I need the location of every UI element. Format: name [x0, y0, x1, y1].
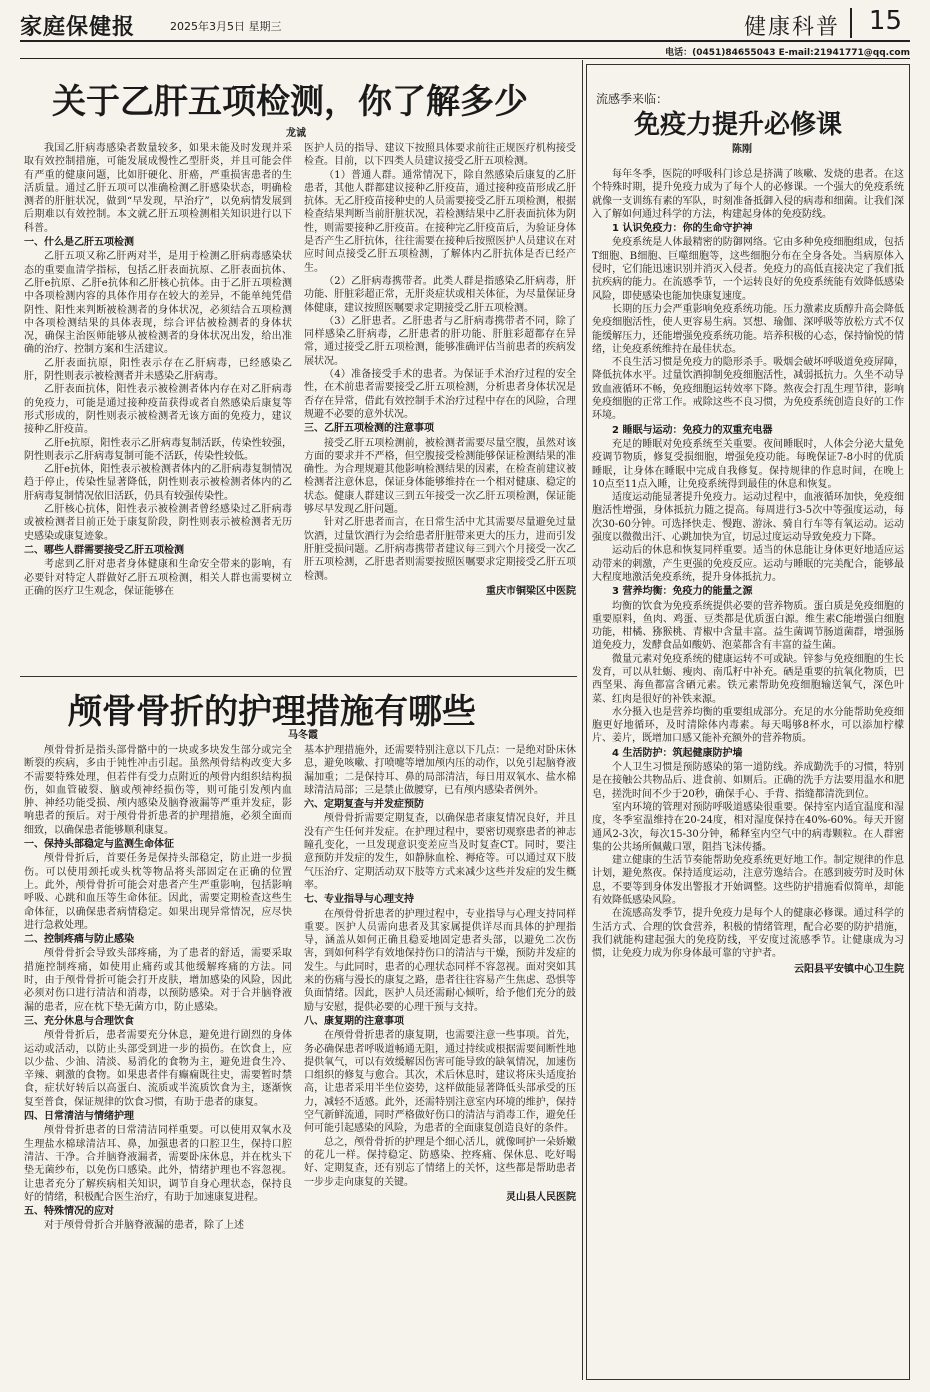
paragraph: 基本护理措施外，还需要特别注意以下几点：一是绝对卧床休息，避免咳嗽、打喷嚏等增加颅内压的动作，以免引起脑脊液漏加重；二是保持耳、鼻的局部清洁，每日用双氧水、盐水棉球清洁局部；三是禁止做腰穿，已有颅内感染者例外。: [304, 745, 576, 796]
section-heading: 七、专业指导与心理支持: [304, 894, 414, 906]
paragraph: 乙肝表面抗原，阳性表示存在乙肝病毒，已经感染乙肝，阴性则表示被检测者并未感染乙肝病毒。: [24, 357, 292, 383]
paragraph: 均衡的饮食为免疫系统提供必要的营养物质。蛋白质是免疫细胞的重要原料，鱼肉、鸡蛋、豆类都是优质蛋白源。维生素C能增强白细胞功能，柑橘、猕猴桃、青椒中含量丰富。益生菌调节肠道菌群，增强肠道免疫力，发酵食品如酸奶、泡菜都含有丰富的益生菌。: [592, 600, 904, 652]
section-heading: 1 认识免疫力：你的生命守护神: [612, 223, 753, 235]
article-divider: [20, 676, 577, 677]
author-organization: 重庆市铜梁区中医院: [486, 585, 576, 597]
paragraph: 颅骨骨折后，首要任务是保持头部稳定，防止进一步损伤。可以使用颈托或头枕等物品将头部固定在正确的位置上。此外，颅骨骨折可能会对患者产生严重影响，包括影响呼吸、心跳和血压等生命体征。因此，需要定期检查这些生命体征，以确保患者病情稳定。如果出现异常情况，应尽快进行急救处理。: [24, 853, 292, 931]
paragraph: 在颅骨骨折患者的护理过程中，专业指导与心理支持同样重要。医护人员需向患者及其家属提供详尽而具体的护理指导，涵盖从如何正确且稳妥地固定患者头部，以避免二次伤害，到如何科学有效地保持伤口的清洁与干燥，预防并发症的发生。与此同时，患者的心理状态同样不容忽视。面对突如其来的伤痛与漫长的康复之路，患者往往容易产生焦虑、恐惧等负面情绪。因此，医护人员还需耐心倾听，给予他们充分的鼓励与安慰，提供必要的心理干预与支持。: [304, 908, 576, 1013]
author-organization: 云阳县平安镇中心卫生院: [794, 963, 904, 975]
section-heading: 一、保持头部稳定与监测生命体征: [24, 839, 174, 851]
page-number: 15: [868, 6, 902, 36]
paragraph: 运动后的休息和恢复同样重要。适当的休息能让身体更好地适应运动带来的刺激，产生更强的免疫反应。运动与睡眠的完美配合，能够最大程度地激活免疫系统，提升身体抵抗力。: [592, 545, 904, 583]
paragraph: 每年冬季，医院的呼吸科门诊总是挤满了咳嗽、发烧的患者。在这个特殊时期，提升免疫力成为了每个人的必修课。一个强大的免疫系统就像一支训练有素的军队，时刻准备抵御入侵的病毒和细菌。让我们深入了解如何通过科学的方法，构建起身体的免疫防线。: [592, 169, 904, 220]
section-heading: 2 睡眠与运动：免疫力的双重充电器: [612, 424, 773, 436]
section-heading: 4 生活防护：筑起健康防护墙: [612, 747, 743, 759]
author-organization: 灵山县人民医院: [506, 1191, 576, 1203]
article1-author: 龙诚: [286, 128, 306, 139]
section-heading: 八、康复期的注意事项: [304, 1015, 404, 1027]
header-rule: [20, 40, 910, 42]
paragraph: 乙肝表面抗体，阳性表示被检测者体内存在对乙肝病毒的免疫力，可能是通过接种疫苗获得或者自然感染后康复等形式形成的，阴性则表示被检测者无该方面的免疫力，建议接种乙肝疫苗。: [24, 384, 292, 436]
section-heading: 六、定期复查与并发症预防: [304, 799, 424, 811]
paragraph: 我国乙肝病毒感染者数量较多，如果未能及时发现并采取有效控制措施，可能发展成慢性乙型肝炎，并且可能会伴有严重的健康问题，比如肝硬化、肝癌，严重损害患者的生活质量。通过乙肝五项可以准确检测乙肝感染状态，明确检测者的肝脏状况，做到“早发现，早治疗”，以免病情发展到后期难以有效控制。本文就乙肝五项检测相关知识进行以下科普。: [24, 143, 292, 234]
paragraph: 颅骨骨折患者的日常清洁同样重要。可以使用双氧水及生理盐水棉球清洁耳、鼻，加强患者的口腔卫生，保持口腔清洁、干净。合并脑脊液漏者，需要卧床休息，并在枕头下垫无菌纱布，以免伤口感染。此外，情绪护理也不容忽视。让患者充分了解疾病相关知识，调节自身心理状态，保持良好的情绪，积极配合医生治疗，有助于加速康复进程。: [24, 1125, 292, 1203]
section-heading: 二、控制疼痛与防止感染: [24, 934, 134, 946]
section-heading: 三、充分休息与合理饮食: [24, 1015, 134, 1027]
paragraph: 适度运动能显著提升免疫力。运动过程中，血液循环加快，免疫细胞活性增强，身体抵抗力随之提高。每周进行3-5次中等强度运动，每次30-60分钟。可选择快走、慢跑、游泳、骑自行车等有氧运动。运动强度以微微出汗、心跳加快为宜，切忌过度运动导致免疫力下降。: [592, 492, 904, 544]
paragraph: 医护人员的指导、建议下按照具体要求前往正规医疗机构接受检查。目前，以下四类人员建议接受乙肝五项检测。: [304, 143, 576, 168]
article3-author: 陈刚: [732, 144, 752, 155]
section-heading: 二、哪些人群需要接受乙肝五项检测: [24, 544, 184, 556]
paragraph: 免疫系统是人体最精密的防御网络。它由多种免疫细胞组成，包括T细胞、B细胞、巨噬细胞等，这些细胞分布在全身各处。当病原体入侵时，它们能迅速识别并消灭入侵者。免疫力的高低直接决定了我们抵抗疾病的能力。在流感季节，一个运转良好的免疫系统能有效降低感染风险，即使感染也能加快康复速度。: [592, 237, 904, 302]
paragraph: 乙肝e抗原，阳性表示乙肝病毒复制活跃，传染性较强，阴性则表示乙肝病毒复制可能不活跃，传染性较低。: [24, 437, 292, 462]
paragraph: 水分摄入也是营养均衡的重要组成部分。充足的水分能帮助免疫细胞更好地循环，及时清除体内毒素。每天喝够8杯水，可以添加柠檬片、姜片，既增加口感又能补充额外的营养物质。: [592, 706, 904, 745]
section-heading: 一、什么是乙肝五项检测: [24, 237, 134, 249]
section-heading: 四、日常清洁与情绪护理: [24, 1111, 134, 1123]
masthead-divider: [850, 8, 852, 38]
article1-title: 关于乙肝五项检测，你了解多少: [52, 82, 528, 122]
paragraph: 针对乙肝患者而言，在日常生活中尤其需要尽量避免过量饮酒，过量饮酒行为会给患者肝脏带来更大的压力，进而引发肝脏受损问题。乙肝病毒携带者建议每三到六个月接受一次乙肝五项检测，乙肝患者则需要按照医嘱要求定期接受乙肝五项检测。: [304, 517, 576, 582]
paragraph: 接受乙肝五项检测前，被检测者需要尽量空腹，虽然对该方面的要求并不严格，但空腹接受检测能够保证检测结果的准确性。为合理规避其他影响检测结果的因素，在检查前建议被检测者注意休息，保证身体能够维持在一个相对健康、稳定的状态。健康人群建议三到五年接受一次乙肝五项检测，保证能够尽早发现乙肝问题。: [304, 437, 576, 516]
paragraph: 总之，颅骨骨折的护理是个细心活儿，就像呵护一朵娇嫩的花儿一样。保持稳定、防感染、控疼痛、保休息、吃好喝好、定期复查，还有别忘了情绪上的关怀，这些都是帮助患者一步步走向康复的关键。: [304, 1136, 576, 1188]
paragraph: 乙肝核心抗体，阳性表示被检测者曾经感染过乙肝病毒或被检测者目前正处于康复阶段，阴性则表示被检测者无历史感染或康复迹象。: [24, 504, 292, 542]
paragraph: （1）普通人群。通常情况下，除自然感染后康复的乙肝患者，其他人群都建议接种乙肝疫苗，通过接种疫苗形成乙肝抗体。无乙肝疫苗接种史的人员需要接受乙肝五项检测，根据检查结果判断当前肝脏状况，若检测结果中乙肝表面抗体为阴性，则需要接种乙肝疫苗。在接种完乙肝疫苗后，为验证身体是否产生乙肝抗体，往往需要在接种后按照医护人员建议在对应时间点接受乙肝五项检测，了解体内乙肝抗体是否已经产生。: [304, 169, 576, 274]
section-heading: 3 营养均衡：免疫力的能量之源: [612, 586, 753, 598]
article3-body: [592, 168, 904, 1374]
paragraph: 充足的睡眠对免疫系统至关重要。夜间睡眠时，人体会分泌大量免疫调节物质，修复受损细胞，增强免疫功能。每晚保证7-8小时的优质睡眠，让身体在睡眠中完成自我修复。保持规律的作息时间，在晚上10点至11点入睡，让免疫系统得到最佳的休息和恢复。: [592, 438, 904, 490]
paragraph: 颅骨骨折会导致头部疼痛，为了患者的舒适，需要采取措施控制疼痛，如使用止痛药或其他缓解疼痛的方法。同时，由于颅骨骨折可能会打开皮肤，增加感染的风险，因此必须对伤口进行清洁和消毒，以预防感染。对于合并脑脊液漏的患者，应在枕下垫无菌方巾，防止感染。: [24, 948, 292, 1013]
contact-info: 电话：(0451)84655043 E-mail:21941771@qq.com: [665, 48, 910, 58]
paragraph: 在颅骨骨折患者的康复期，也需要注意一些事项。首先，务必确保患者呼吸道畅通无阻，通过持续或根据需要间断性地提供氧气，可以有效缓解因伤害可能导致的缺氧情况，加速伤口组织的修复与愈合。其次，术后休息时，建议将床头适度抬高，让患者采用半坐位姿势，这样做能显著降低头部承受的压力，减轻不适感。此外，还需特别注意室内环境的维护，保持空气新鲜流通，同时严格做好伤口的清洁与消毒工作，避免任何可能引起感染的风险，为患者的全面康复创造良好的条件。: [304, 1030, 576, 1135]
article3-kicker: 流感季来临：: [596, 92, 669, 106]
paragraph: 乙肝e抗体，阳性表示被检测者体内的乙肝病毒复制情况趋于停止，传染性显著降低，阴性则表示被检测者体内的乙肝病毒复制情况依旧活跃，仍具有较强传染性。: [24, 464, 292, 502]
article2-title: 颅骨骨折的护理措施有哪些: [68, 692, 476, 732]
article2-author: 马冬霞: [288, 730, 318, 741]
section-heading: 五、特殊情况的应对: [24, 1206, 114, 1218]
section-name: 健康科普: [743, 15, 840, 40]
paragraph: （3）乙肝患者。乙肝患者与乙肝病毒携带者不同，除了同样感染乙肝病毒，乙肝患者的肝功能、肝脏彩超都存在异常，通过接受乙肝五项检测，能够准确评估当前患者的疾病发展状况。: [304, 315, 576, 367]
paragraph: 乙肝五项又称乙肝两对半，是用于检测乙肝病毒感染状态的重要血清学指标，包括乙肝表面抗原、乙肝表面抗体、乙肝e抗原、乙肝e抗体和乙肝核心抗体。由于乙肝五项检测中各项检测内容的具体作用存在较大的差异，不能单纯凭借阴性、阳性来判断被检测者的身体状况，必须结合五项检测中各项检测结果的具体表现，综合评估被检测者的身体状况，确保主治医师能够从被检测者的身体状况出发，给出准确的治疗、控制方案和生活建议。: [24, 251, 292, 356]
article2-column-1: [24, 744, 292, 1380]
paragraph: 在流感高发季节，提升免疫力是每个人的健康必修课。通过科学的生活方式、合理的饮食营养，积极的情绪管理，配合必要的防护措施，我们就能构建起强大的免疫防线，平安度过流感季节。让健康成为习惯，让免疫力成为你身体最可靠的守护者。: [592, 908, 904, 960]
paragraph: 颅骨骨折是指头部骨骼中的一块或多块发生部分或完全断裂的疾病，多由于钝性冲击引起。虽然颅骨结构改变大多不需要特殊处理，但若伴有受力点附近的颅骨内组织结构损伤，如血管破裂、脑或颅神经损伤等，则可能引发颅内血肿、神经功能受损、颅内感染及脑脊液漏等严重并发症，影响患者的预后。对于颅骨骨折患者的护理措施，必须全面而细致，以确保患者能够顺利康复。: [24, 745, 292, 836]
paragraph: 建立健康的生活节奏能帮助免疫系统更好地工作。制定规律的作息计划，避免熬夜。保持适度运动，注意劳逸结合。在感到疲劳时及时休息，不要等到身体发出警报才开始调整。这些防护措施看似简单，却能有效降低感染风险。: [592, 855, 904, 907]
column-divider: [582, 60, 583, 1380]
paragraph: 个人卫生习惯是预防感染的第一道防线。养成勤洗手的习惯，特别是在接触公共物品后、进食前、如厕后。正确的洗手方法要用温水和肥皂，搓洗时间不少于20秒，确保手心、手背、指缝都清洗到位。: [592, 762, 904, 800]
section-heading: 三、乙肝五项检测的注意事项: [304, 423, 434, 435]
paragraph: 颅骨骨折后，患者需要充分休息，避免进行剧烈的身体运动或活动，以防止头部受到进一步的损伤。在饮食上，应以少盐、少油、清淡、易消化的食物为主，避免进食生冷、辛辣、刺激的食物。如果患者伴有癫痫既往史，需要暂时禁食，症状好转后以高蛋白、流质或半流质饮食为主，逐渐恢复至普食，保证规律的饮食习惯，有助于患者的康复。: [24, 1030, 292, 1108]
article1-column-1: [24, 142, 292, 672]
article2-column-2: [304, 744, 576, 1380]
paragraph: （4）准备接受手术的患者。为保证手术治疗过程的安全性，在术前患者需要接受乙肝五项检测，分析患者身体状况是否存在异常，借此有效控制手术治疗过程中存在的风险，合理规避不必要的意外状况。: [304, 369, 576, 420]
paragraph: （2）乙肝病毒携带者。此类人群是指感染乙肝病毒，肝功能、肝脏彩超正常，无肝炎症状或相关体征，为尽量保证身体健康，建议按照医嘱要求定期接受乙肝五项检测。: [304, 275, 576, 314]
paragraph: 长期的压力会严重影响免疫系统功能。压力激素皮质醇升高会降低免疫细胞活性，使人更容易生病。冥想、瑜伽、深呼吸等放松方式不仅能缓解压力，还能增强免疫系统功能。培养积极的心态，保持愉悦的情绪，让免疫系统维持在最佳状态。: [592, 303, 904, 355]
paper-name: 家庭保健报: [20, 14, 136, 40]
header-rule-thin: [20, 58, 910, 59]
paragraph: 对于颅骨骨折合并脑脊液漏的患者，除了上述: [44, 1220, 244, 1232]
article1-column-2: [304, 142, 576, 672]
paragraph: 考虑到乙肝对患者身体健康和生命安全带来的影响，有必要针对特定人群做好乙肝五项检测，相关人群也需要树立正确的医疗卫生观念，保证能够在: [24, 559, 292, 597]
paragraph: 不良生活习惯是免疫力的隐形杀手。吸烟会破坏呼吸道免疫屏障，降低抗体水平。过量饮酒抑制免疫细胞活性，减弱抵抗力。久坐不动导致血液循环不畅，免疫细胞运转效率下降。熬夜会打乱生理节律，影响免疫细胞的正常工作。戒除这些不良习惯，为免疫系统创造良好的工作环境。: [592, 357, 904, 422]
paragraph: 颅骨骨折需要定期复查，以确保患者康复情况良好，并且没有产生任何并发症。在护理过程中，要密切观察患者的神志瞳孔变化，一旦发现意识变差应当及时复查CT。同时，要注意预防并发症的发生，如静脉血栓、褥疮等。可以通过双下肢气压治疗、定期活动双下肢等方式来减少这些并发症的发生概率。: [304, 813, 576, 891]
paragraph: 微量元素对免疫系统的健康运转不可或缺。锌参与免疫细胞的生长发育，可以从牡蛎、瘦肉、南瓜籽中补充。硒是重要的抗氧化物质，巴西坚果、海鱼都富含硒元素。铁元素帮助免疫细胞输送氧气，深色叶菜、红肉是很好的补铁来源。: [592, 653, 904, 705]
article3-title: 免疫力提升必修课: [634, 110, 843, 140]
paragraph: 室内环境的管理对预防呼吸道感染很重要。保持室内适宜温度和湿度，冬季室温维持在20-24度，相对湿度保持在40%-60%。每天开窗通风2-3次，每次15-30分钟，稀释室内空气中的病毒颗粒。在人群密集的公共场所佩戴口罩，阻挡飞沫传播。: [592, 801, 904, 853]
issue-date: 2025年3月5日 星期三: [170, 20, 282, 33]
